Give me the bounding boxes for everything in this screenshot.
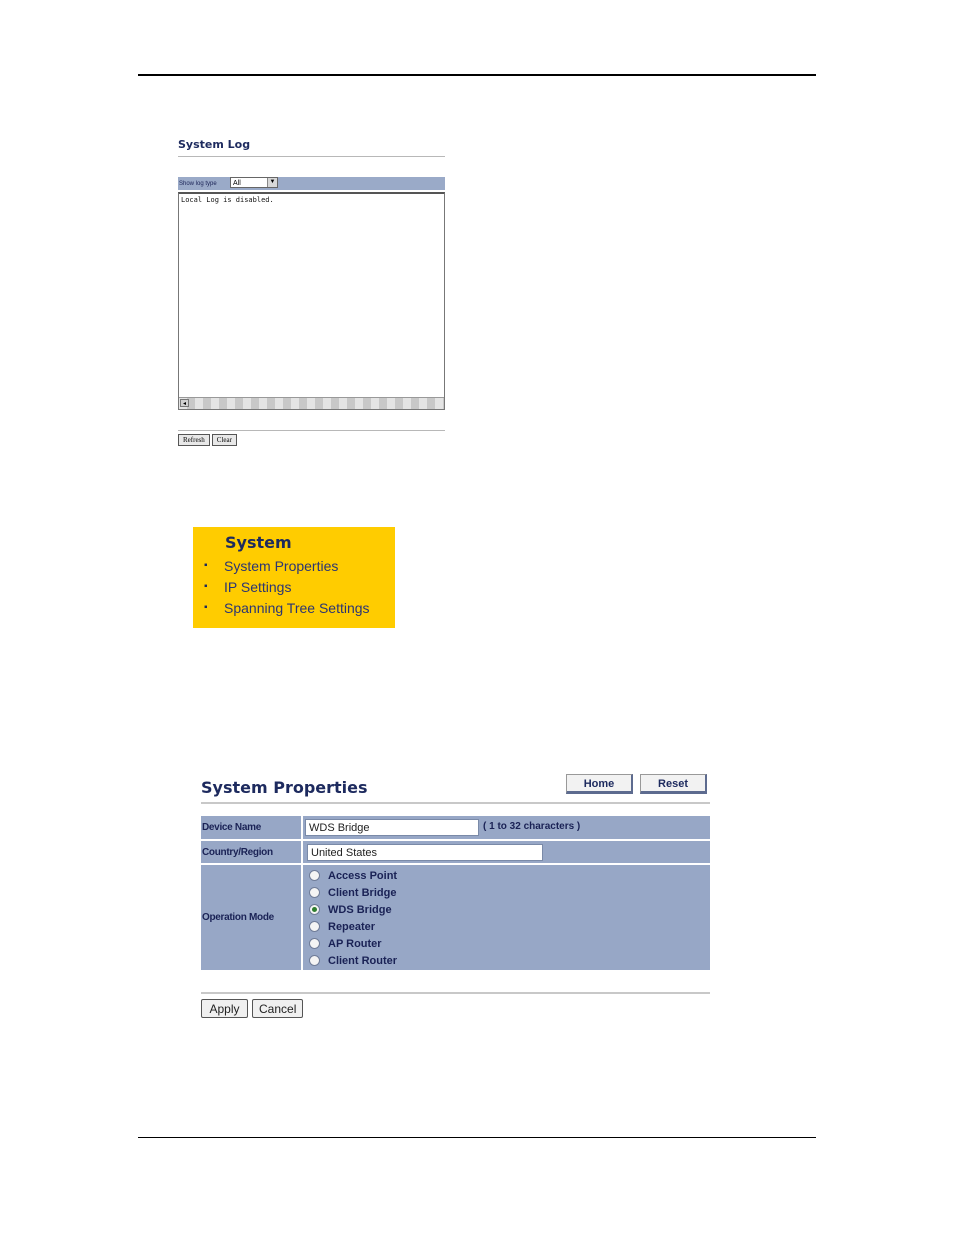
refresh-button[interactable]: Refresh bbox=[178, 434, 210, 446]
menu-item-spanning-tree-settings[interactable] bbox=[204, 598, 370, 618]
bullet-icon: ▪ bbox=[204, 560, 208, 571]
radio-client-bridge[interactable] bbox=[309, 884, 396, 901]
menu-item-label: Spanning Tree Settings bbox=[224, 600, 370, 616]
divider bbox=[178, 156, 445, 157]
clear-button[interactable]: Clear bbox=[212, 434, 237, 446]
bullet-icon: ▪ bbox=[204, 602, 208, 613]
menu-item-system-properties[interactable] bbox=[204, 556, 338, 576]
radio-icon[interactable] bbox=[309, 938, 320, 949]
divider bbox=[201, 992, 710, 994]
horizontal-scrollbar[interactable] bbox=[179, 397, 444, 409]
radio-checked-icon[interactable] bbox=[309, 904, 320, 915]
radio-label: Repeater bbox=[328, 920, 376, 933]
radio-wds-bridge[interactable] bbox=[309, 901, 392, 918]
cancel-button[interactable]: Cancel bbox=[252, 999, 303, 1018]
system-menu bbox=[193, 527, 395, 628]
radio-icon[interactable] bbox=[309, 870, 320, 881]
radio-label: AP Router bbox=[328, 937, 382, 950]
log-type-select[interactable] bbox=[230, 177, 278, 188]
system-log-panel bbox=[178, 136, 445, 446]
country-region-field[interactable] bbox=[307, 844, 543, 861]
country-region-label: Country/Region bbox=[201, 841, 301, 863]
radio-ap-router[interactable] bbox=[309, 935, 382, 952]
log-textarea[interactable] bbox=[178, 192, 445, 410]
divider bbox=[178, 430, 445, 431]
radio-access-point[interactable] bbox=[309, 867, 397, 884]
home-button[interactable]: Home bbox=[566, 774, 633, 794]
radio-icon[interactable] bbox=[309, 955, 320, 966]
radio-label: Client Router bbox=[328, 954, 398, 967]
log-text: Local Log is disabled. bbox=[181, 196, 274, 204]
radio-label: Access Point bbox=[328, 869, 398, 882]
menu-item-label: IP Settings bbox=[224, 579, 292, 595]
chevron-down-icon[interactable]: ▼ bbox=[267, 178, 277, 187]
radio-repeater[interactable] bbox=[309, 918, 375, 935]
apply-button[interactable]: Apply bbox=[201, 999, 248, 1018]
device-name-label: Device Name bbox=[201, 816, 301, 839]
radio-icon[interactable] bbox=[309, 921, 320, 932]
device-name-hint: ( 1 to 32 characters ) bbox=[483, 821, 581, 832]
radio-icon[interactable] bbox=[309, 887, 320, 898]
system-log-title: System Log bbox=[178, 138, 251, 151]
radio-label: WDS Bridge bbox=[328, 903, 392, 916]
country-region-row bbox=[201, 841, 710, 863]
device-name-row bbox=[201, 816, 710, 839]
menu-item-label: System Properties bbox=[224, 558, 339, 574]
radio-client-router[interactable] bbox=[309, 952, 397, 969]
log-type-label: Show log type bbox=[179, 181, 217, 187]
reset-button[interactable]: Reset bbox=[640, 774, 707, 794]
system-menu-title: System bbox=[225, 533, 292, 552]
device-name-input[interactable] bbox=[305, 819, 479, 836]
radio-label: Client Bridge bbox=[328, 886, 397, 899]
log-filter-bar bbox=[178, 177, 445, 190]
divider bbox=[201, 802, 710, 804]
menu-item-ip-settings[interactable] bbox=[204, 577, 291, 597]
scroll-left-icon[interactable]: ◂ bbox=[180, 399, 189, 407]
operation-mode-row bbox=[201, 865, 710, 970]
operation-mode-label: Operation Mode bbox=[201, 865, 301, 970]
top-rule bbox=[138, 74, 816, 76]
bottom-rule bbox=[138, 1137, 816, 1138]
log-type-value: All bbox=[233, 180, 241, 187]
page-title: System Properties bbox=[201, 778, 368, 797]
bullet-icon: ▪ bbox=[204, 581, 208, 592]
